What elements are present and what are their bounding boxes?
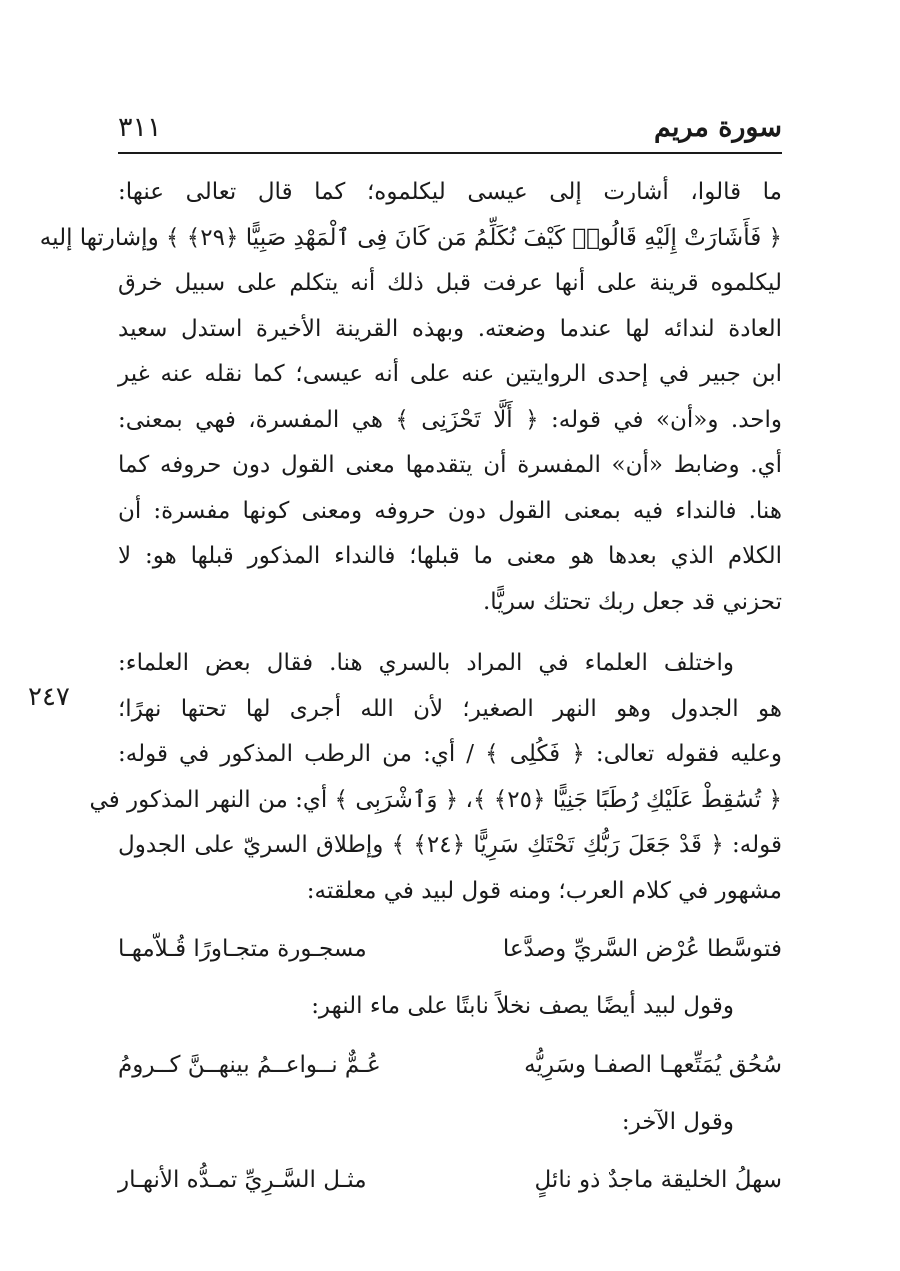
text-line: تحزني قد جعل ربك تحتك سريًّا. (482, 588, 782, 615)
text-line: قوله: ﴿ قَدْ جَعَلَ رَبُّكِ تَحْتَكِ سَرِيًّا ﴿٢٤﴾ ﴾ وإطلاق السريّ على الجدول (118, 832, 782, 858)
verse-first-hemistich: فتوسَّطا عُرْض السَّريِّ وصدَّعا (502, 936, 782, 962)
text-line: واختلف العلماء في المراد بالسري هنا. فقال بعض العلماء: (118, 650, 734, 676)
page-number: ٣١١ (118, 112, 162, 143)
verse-second-hemistich: عُـمٌّ نــواعــمُ بينهــنَّ كــرومُ (118, 1051, 381, 1078)
verse-second-hemistich: مسجـورة متجـاورًا قُـلاّمهـا (118, 936, 367, 962)
text-line: مشهور في كلام العرب؛ ومنه قول لبيد في معلقته: (306, 877, 782, 904)
verse-second-hemistich: مثـل السَّـرِيِّ تمـدُّه الأنهـار (118, 1167, 367, 1193)
poetry-verse-1 (118, 914, 782, 984)
text-line: وعليه فقوله تعالى: ﴿ فَكُلِى ﴾ / أي: من الرطب المذكور في قوله: (118, 741, 782, 767)
text-line: ﴿ فَأَشَارَتْ إِلَيْهِ قَالُوا۟ كَيْفَ نُكَلِّمُ مَن كَانَ فِى ٱلْمَهْدِ صَبِيًّا ﴿٢٩﴾ ﴾ وإشارتها إليه (39, 224, 782, 251)
text-line: هنا. فالنداء فيه بمعنى القول دون حروفه ومعنى كونها مفسرة: أن (118, 497, 782, 524)
text-line: هو الجدول وهو النهر الصغير؛ لأن الله أجرى لها تحتها نهرًا؛ (118, 695, 782, 722)
poetry-verse-3 (118, 1145, 782, 1215)
verse-introduction: وقول لبيد أيضًا يصف نخلاً نابتًا على ماء النهر: (311, 993, 734, 1019)
verse-first-hemistich: سهلُ الخليقة ماجدٌ ذو نائلٍ (534, 1167, 782, 1193)
text-line: ما قالوا، أشارت إلى عيسى ليكلموه؛ كما قال تعالى عنها: (118, 179, 782, 205)
margin-page-number: ٢٤٧ (28, 682, 70, 712)
text-line: ابن جبير في إحدى الروايتين عنه على أنه عيسى؛ كما نقله عنه غير (118, 361, 782, 387)
surah-title: سورة مريم (654, 112, 782, 143)
text-line: ليكلموه قرينة على أنها عرفت قبل ذلك أنه يتكلم على سبيل خرق (118, 270, 782, 296)
text-line: ﴿ تُسَٰقِطْ عَلَيْكِ رُطَبًا جَنِيًّا ﴿٢٥﴾ ﴾، ﴿ وَٱشْرَبِى ﴾ أي: من النهر المذكور في (89, 786, 782, 813)
paragraph-gap (118, 625, 782, 641)
text-line: أي. وضابط «أن» المفسرة أن يتقدمها معنى القول دون حروفه كما (118, 452, 782, 478)
paragraph-1 (39, 170, 782, 625)
text-line: العادة لندائه لها عندما وضعته. وبهذه القرينة الأخيرة استدل سعيد (118, 315, 782, 342)
paragraph-2 (89, 641, 782, 914)
poetry-verse-2 (118, 1030, 782, 1100)
text-line: الكلام الذي بعدها هو معنى ما قبلها؛ فالنداء المذكور قبلها هو: لا (118, 543, 782, 569)
page-header (118, 112, 782, 154)
header-rule (118, 152, 782, 154)
text-line: واحد. و«أن» في قوله: ﴿ أَلَّا تَحْزَنِى ﴾ هي المفسرة، فهي بمعنى: (118, 406, 782, 433)
verse-introduction: وقول الآخر: (621, 1108, 734, 1135)
verse-first-hemistich: سُحُق يُمَتِّعهـا الصفـا وسَرِيُّه (524, 1051, 782, 1078)
